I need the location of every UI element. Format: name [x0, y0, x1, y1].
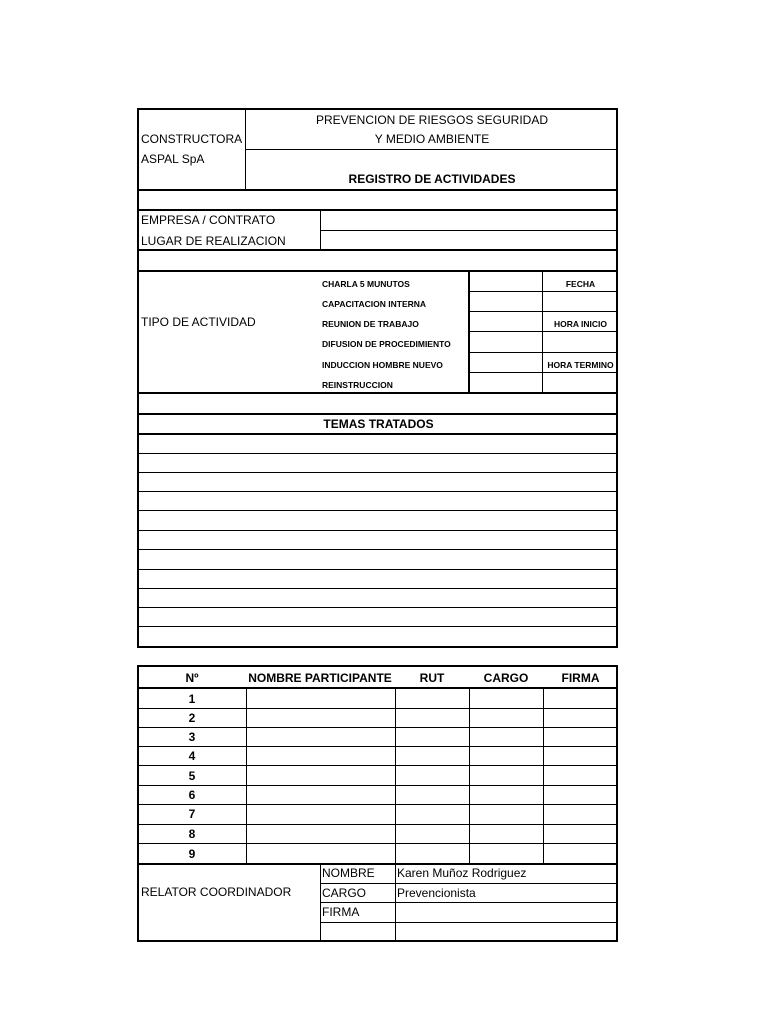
row-number: 3: [188, 730, 196, 744]
activity-option: REUNION DE TRABAJO: [322, 319, 419, 329]
row-line: [139, 392, 618, 394]
row-number: 6: [188, 788, 196, 802]
company-name-line1: CONSTRUCTORA: [141, 132, 243, 146]
department-title-line2: Y MEDIO AMBIENTE: [374, 132, 490, 146]
row-number: 2: [188, 711, 196, 725]
col-header-firma: FIRMA: [561, 671, 600, 685]
relator-cargo-label: CARGO: [322, 886, 367, 900]
participant-entry-area[interactable]: [247, 689, 618, 863]
activity-option: INDUCCION HOMBRE NUEVO: [322, 360, 443, 370]
col-header-cargo: CARGO: [483, 671, 529, 685]
lugar-realizacion-field[interactable]: [321, 231, 618, 249]
row-line: [139, 863, 618, 865]
participants-form: [137, 665, 618, 942]
activity-register-form: [137, 108, 618, 648]
relator-coordinador-label: RELATOR COORDINADOR: [141, 885, 292, 899]
row-number: 9: [188, 847, 196, 861]
col-header-number: Nº: [185, 671, 199, 685]
relator-cargo-value[interactable]: Prevencionista: [397, 886, 476, 900]
activity-option: DIFUSION DE PROCEDIMIENTO: [322, 339, 451, 349]
department-title-line1: PREVENCION DE RIESGOS SEGURIDAD: [315, 113, 549, 127]
activity-option: CHARLA 5 MUNUTOS: [322, 279, 410, 289]
activity-checkbox[interactable]: [470, 332, 542, 352]
activity-checkbox[interactable]: [470, 353, 542, 372]
tipo-actividad-label: TIPO DE ACTIVIDAD: [141, 315, 256, 329]
relator-firma-field[interactable]: [396, 903, 618, 922]
form-title: REGISTRO DE ACTIVIDADES: [348, 172, 516, 186]
col-header-nombre: NOMBRE PARTICIPANTE: [248, 671, 392, 685]
row-line: [139, 413, 618, 415]
activity-option: CAPACITACION INTERNA: [322, 299, 427, 309]
empresa-contrato-label: EMPRESA / CONTRATO: [141, 213, 276, 227]
header-bottom-line: [139, 189, 618, 191]
row-number: 8: [188, 827, 196, 841]
row-line: [321, 922, 618, 923]
row-number: 5: [188, 769, 196, 783]
relator-nombre-label: NOMBRE: [322, 866, 375, 880]
hora-termino-field[interactable]: [543, 373, 618, 392]
company-name-line2: ASPAL SpA: [141, 152, 205, 166]
hora-inicio-field[interactable]: [543, 332, 618, 352]
hora-inicio-label: HORA INICIO: [553, 319, 608, 329]
col-header-rut: RUT: [419, 671, 445, 685]
temas-tratados-heading: TEMAS TRATADOS: [323, 417, 434, 431]
fecha-label: FECHA: [565, 279, 596, 289]
row-line: [321, 883, 618, 884]
relator-firma-label: FIRMA: [322, 905, 360, 919]
activity-checkbox[interactable]: [470, 373, 542, 392]
relator-divider: [320, 865, 321, 942]
relator-nombre-value[interactable]: Karen Muñoz Rodriguez: [397, 866, 527, 880]
row-line: [139, 270, 618, 272]
header-mid-line: [246, 149, 618, 150]
temas-tratados-area[interactable]: [139, 434, 618, 648]
hora-termino-label: HORA TERMINO: [547, 360, 614, 370]
lugar-realizacion-label: LUGAR DE REALIZACION: [141, 234, 286, 248]
activity-option: REINSTRUCCION: [322, 380, 393, 390]
fecha-field[interactable]: [543, 292, 618, 311]
row-number: 1: [188, 692, 196, 706]
row-line: [139, 249, 618, 251]
row-number: 7: [188, 807, 196, 821]
activity-checkbox[interactable]: [470, 312, 542, 331]
activity-checkbox[interactable]: [470, 292, 542, 311]
empresa-contrato-field[interactable]: [321, 210, 618, 230]
activity-checkbox[interactable]: [470, 271, 542, 291]
row-number: 4: [188, 749, 196, 763]
